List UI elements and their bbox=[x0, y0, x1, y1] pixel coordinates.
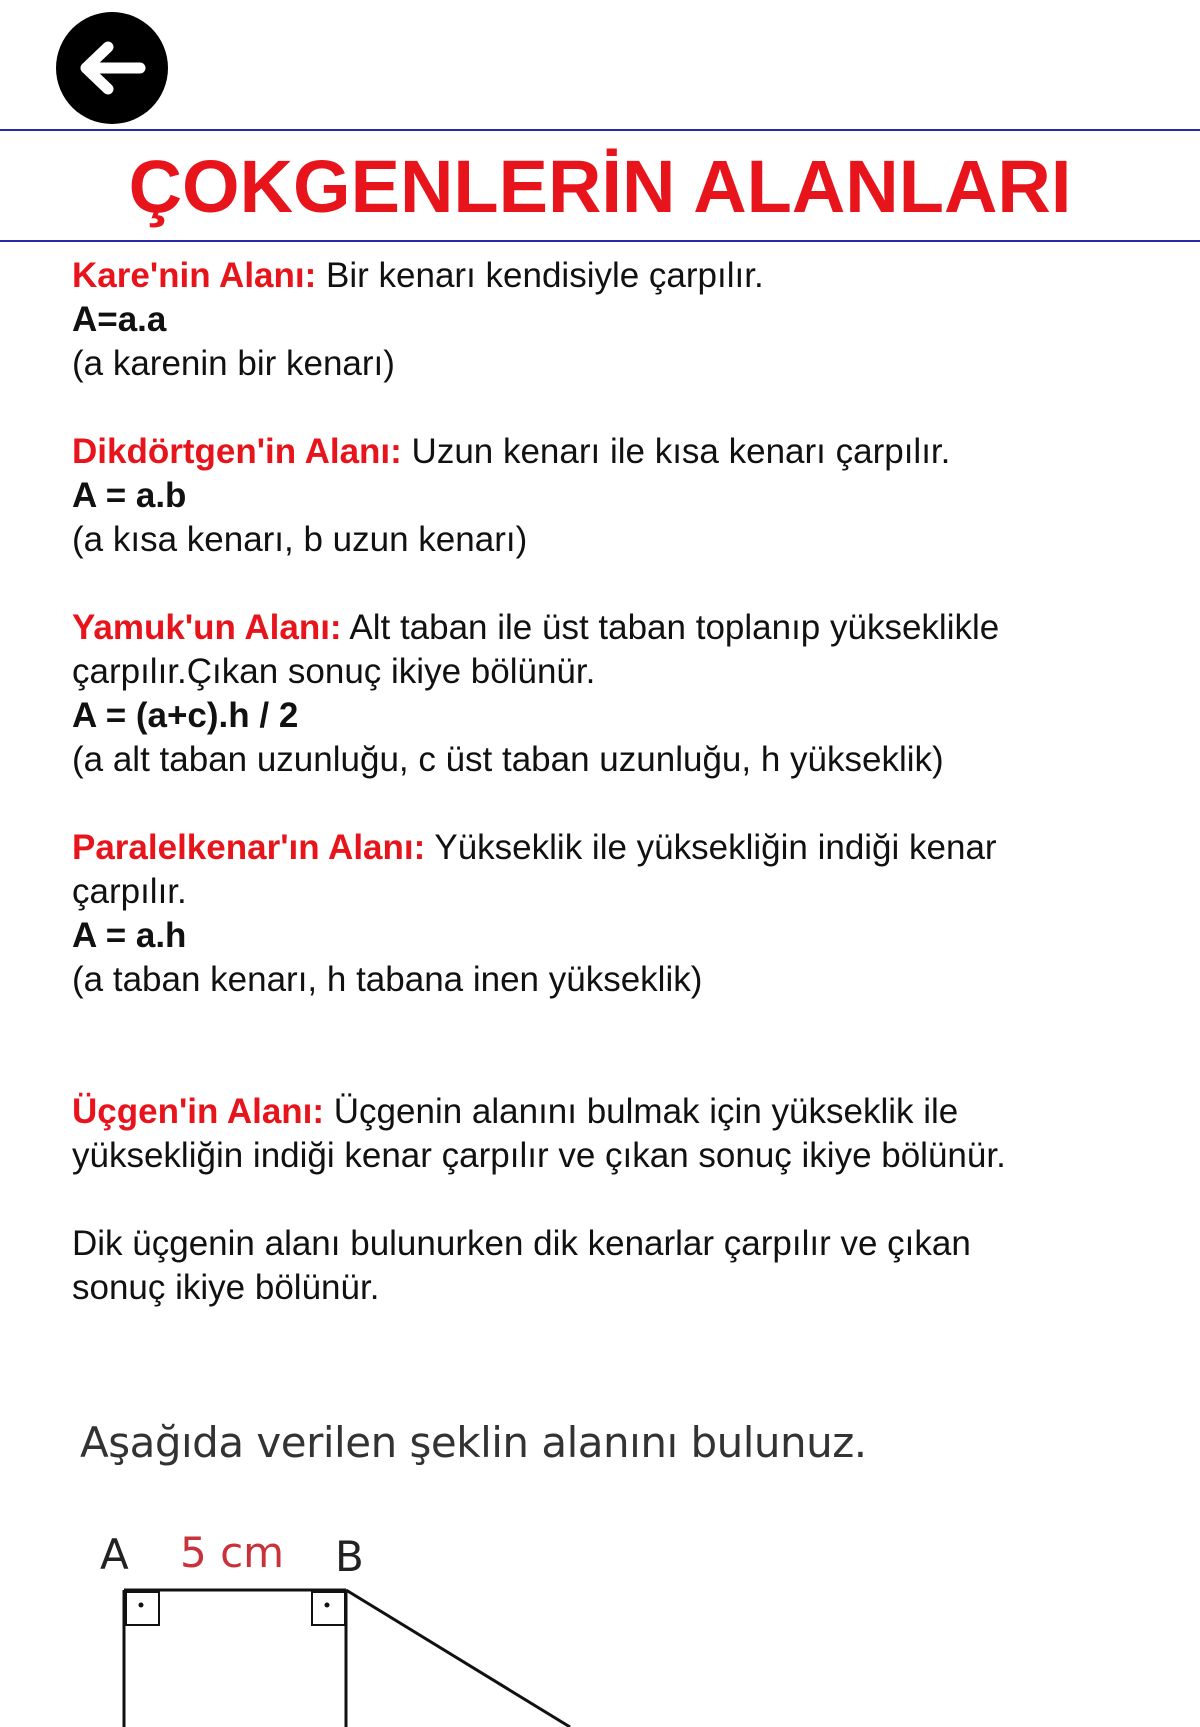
content bbox=[72, 254, 1172, 1310]
rectangle-note: (a kısa kenarı, b uzun kenarı) bbox=[72, 520, 528, 559]
rectangle-text: Uzun kenarı ile kısa kenarı çarpılır. bbox=[401, 432, 951, 471]
title-divider-top bbox=[0, 129, 1200, 131]
square-note: (a karenin bir kenarı) bbox=[72, 344, 395, 383]
trapezoid-formula: A = (a+c).h / 2 bbox=[72, 696, 299, 735]
triangle-description bbox=[72, 1090, 1102, 1178]
rectangle-description bbox=[72, 430, 1172, 474]
back-button[interactable] bbox=[56, 12, 168, 124]
example-figure bbox=[0, 1390, 1200, 1727]
parallelogram-formula: A = a.h bbox=[72, 916, 187, 955]
trapezoid-text: Alt taban ile üst taban toplanıp yükseklikle çarpılır.Çıkan sonuç ikiye bölünür. bbox=[72, 608, 1000, 691]
figure-question: Aşağıda verilen şeklin alanını bulunuz. bbox=[80, 1418, 867, 1467]
top-length-label: 5 cm bbox=[180, 1528, 285, 1577]
right-triangle-note: Dik üçgenin alanı bulunurken dik kenarlar çarpılır ve çıkan sonuç ikiye bölünür. bbox=[72, 1224, 971, 1307]
trapezoid-note: (a alt taban uzunluğu, c üst taban uzunluğu, h yükseklik) bbox=[72, 740, 944, 779]
rectangle-label: Dikdörtgen'in Alanı: bbox=[72, 432, 402, 471]
parallelogram-label: Paralelkenar'ın Alanı: bbox=[72, 828, 426, 867]
parallelogram-description bbox=[72, 826, 1062, 914]
triangle-text: Üçgenin alanını bulmak için yükseklik ile yüksekliğin indiği kenar çarpılır ve çıkan sonuç ikiye bölünür. bbox=[72, 1092, 1006, 1175]
square-label: Kare'nin Alanı: bbox=[72, 256, 317, 295]
trapezoid-shape bbox=[0, 1390, 1200, 1727]
square-description bbox=[72, 254, 1172, 298]
page-title: ÇOKGENLERİN ALANLARI bbox=[128, 145, 1072, 228]
square-text: Bir kenarı kendisiyle çarpılır. bbox=[316, 256, 764, 295]
title-divider-bottom bbox=[0, 240, 1200, 242]
rectangle-formula: A = a.b bbox=[72, 476, 187, 515]
point-a-label: A bbox=[100, 1530, 129, 1579]
parallelogram-note: (a taban kenarı, h tabana inen yükseklik) bbox=[72, 960, 703, 999]
trapezoid-description bbox=[72, 606, 1062, 694]
parallelogram-text: Yükseklik ile yüksekliğin indiği kenar çarpılır. bbox=[72, 828, 997, 911]
arrow-left-icon bbox=[56, 12, 168, 124]
trapezoid-label: Yamuk'un Alanı: bbox=[72, 608, 342, 647]
point-b-label: B bbox=[335, 1532, 364, 1581]
triangle-label: Üçgen'in Alanı: bbox=[72, 1092, 325, 1131]
square-formula: A=a.a bbox=[72, 300, 167, 339]
